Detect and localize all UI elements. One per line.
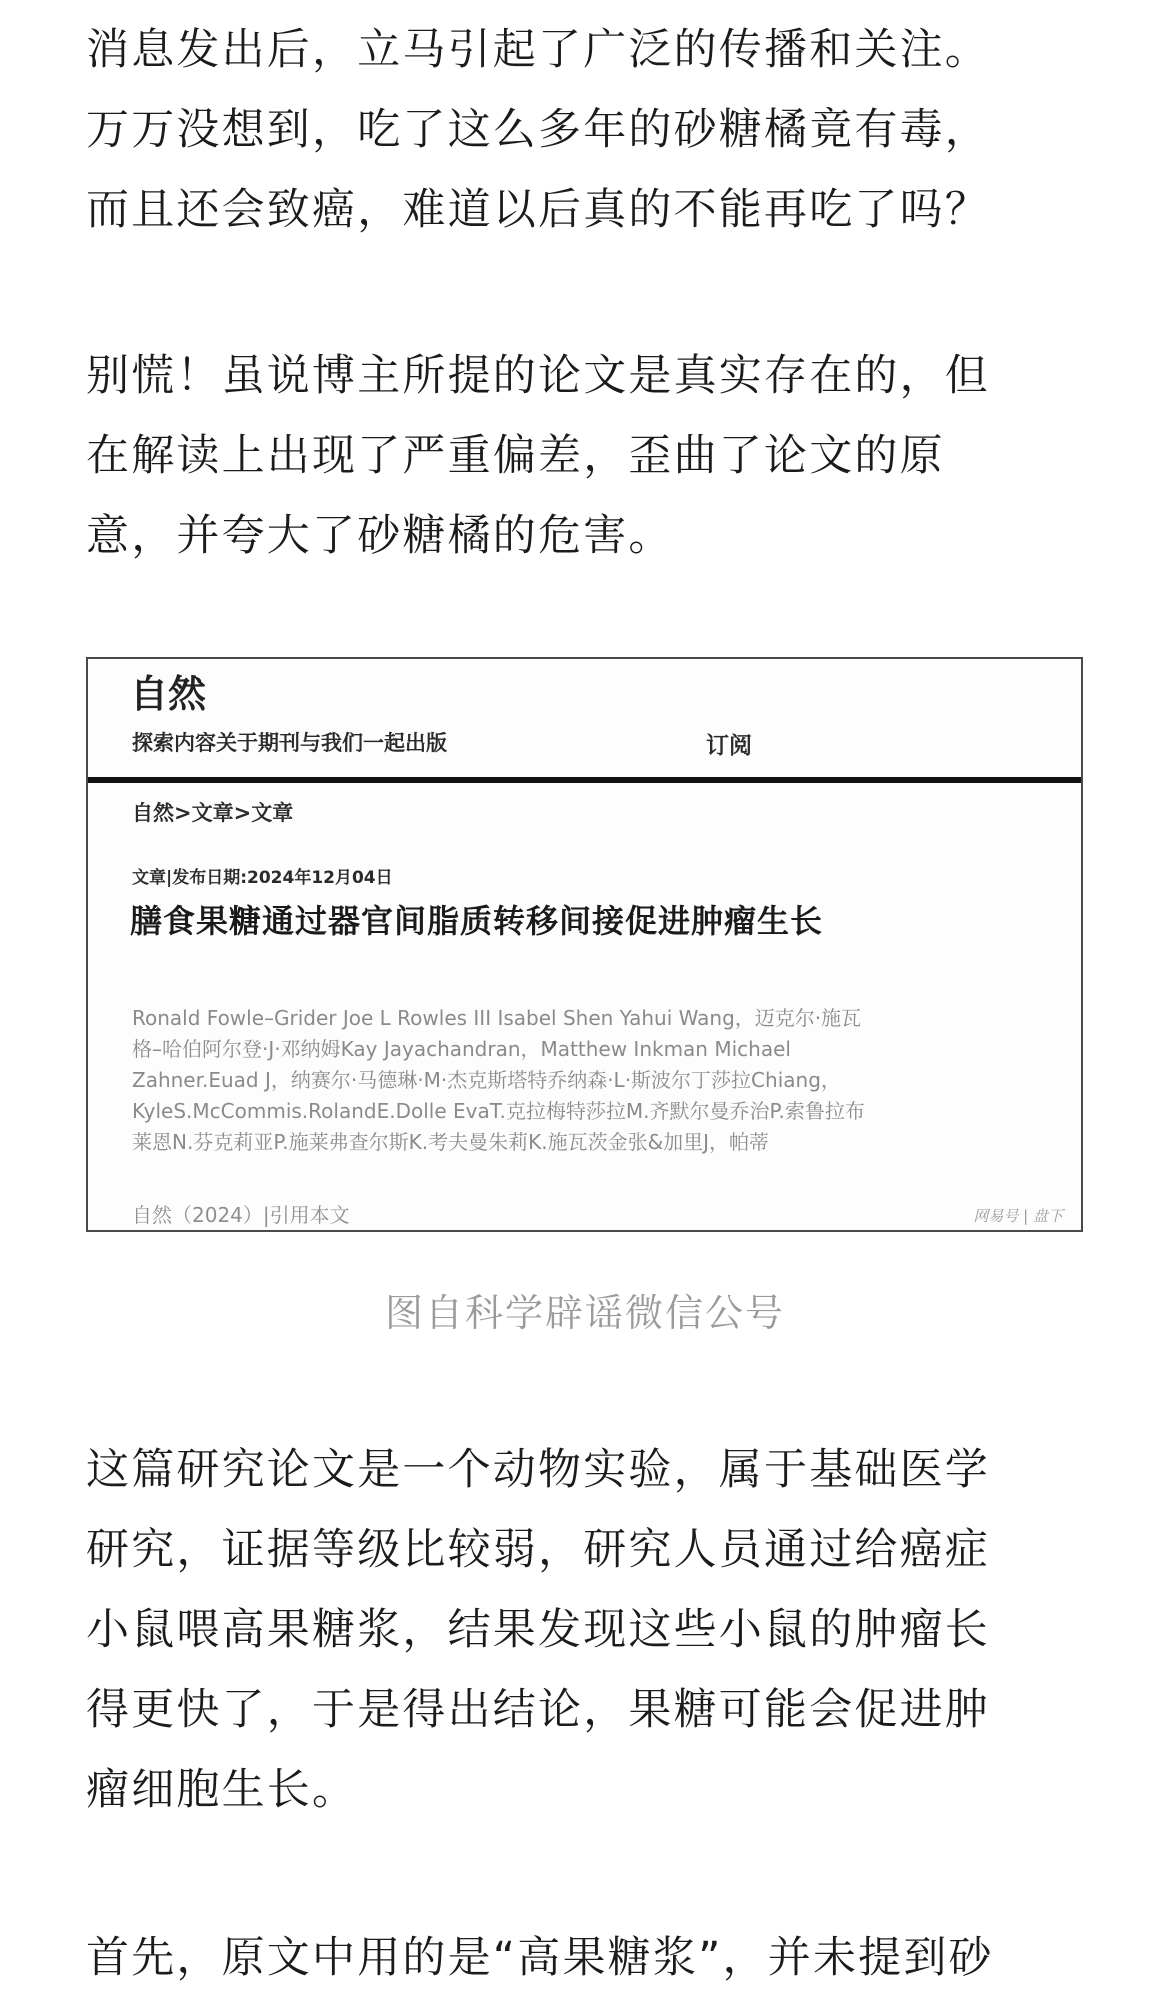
author-line: KyleS.McCommis.RolandE.Dolle EvaT.克拉梅特莎拉M.齐默尔曼乔治P.索鲁拉布 xyxy=(132,1099,865,1123)
author-line: 格–哈伯阿尔登·J·邓纳姆Kay Jayachandran，Matthew Inkman Michael xyxy=(132,1037,791,1061)
author-line: 莱恩N.芬克莉亚P.施莱弗查尔斯K.考夫曼朱莉K.施瓦茨金张&加里J，帕蒂 xyxy=(132,1130,770,1154)
text-line: 万万没想到，吃了这么多年的砂糖橘竟有毒， xyxy=(86,105,990,155)
header-divider xyxy=(88,777,1081,783)
journal-brand: 自然 xyxy=(130,672,207,716)
text-line: 意，并夸大了砂糖橘的危害。 xyxy=(86,511,674,561)
author-list xyxy=(132,1003,1062,1158)
paragraph-4 xyxy=(86,1918,1086,1998)
subscribe-link[interactable]: 订阅 xyxy=(706,733,752,759)
publish-date: 文章|发布日期:2024年12月04日 xyxy=(132,868,393,888)
journal-nav: 探索内容关于期刊与我们一起出版 xyxy=(132,731,447,755)
text-line: 消息发出后，立马引起了广泛的传播和关注。 xyxy=(86,25,990,75)
text-line: 而且还会致癌，难道以后真的不能再吃了吗？ xyxy=(86,185,990,235)
text-line: 别慌！虽说博主所提的论文是真实存在的，但 xyxy=(86,351,990,401)
journal-header xyxy=(88,659,1081,777)
text-line: 在解读上出现了严重偏差，歪曲了论文的原 xyxy=(86,431,945,481)
watermark: 网易号 | 盘下 xyxy=(973,1207,1063,1225)
paragraph-2 xyxy=(86,336,1086,576)
paper-screenshot xyxy=(86,657,1083,1232)
citation-line: 自然（2024）|引用本文 xyxy=(132,1203,350,1227)
text-line: 这篇研究论文是一个动物实验，属于基础医学 xyxy=(86,1445,990,1495)
author-line: Ronald Fowle–Grider Joe L Rowles III Isabel Shen Yahui Wang，迈克尔·施瓦 xyxy=(132,1006,862,1030)
text-line: 首先，原文中用的是“高果糖浆”，并未提到砂 xyxy=(86,1933,994,1983)
text-line: 得更快了，于是得出结论，果糖可能会促进肿 xyxy=(86,1685,990,1735)
text-line: 小鼠喂高果糖浆，结果发现这些小鼠的肿瘤长 xyxy=(86,1605,990,1655)
image-caption: 图自科学辟谣微信公号 xyxy=(384,1291,785,1335)
author-line: Zahner.Euad J，纳赛尔·马德琳·M·杰克斯塔特乔纳森·L·斯波尔丁莎拉Chiang， xyxy=(132,1068,841,1092)
paragraph-1 xyxy=(86,10,1086,250)
text-line: 瘤细胞生长。 xyxy=(86,1765,358,1815)
text-line: 研究，证据等级比较弱，研究人员通过给癌症 xyxy=(86,1525,990,1575)
article-title: 膳食果糖通过器官间脂质转移间接促进肿瘤生长 xyxy=(130,902,824,940)
breadcrumb: 自然>文章>文章 xyxy=(132,801,294,825)
paragraph-3 xyxy=(86,1430,1086,1830)
